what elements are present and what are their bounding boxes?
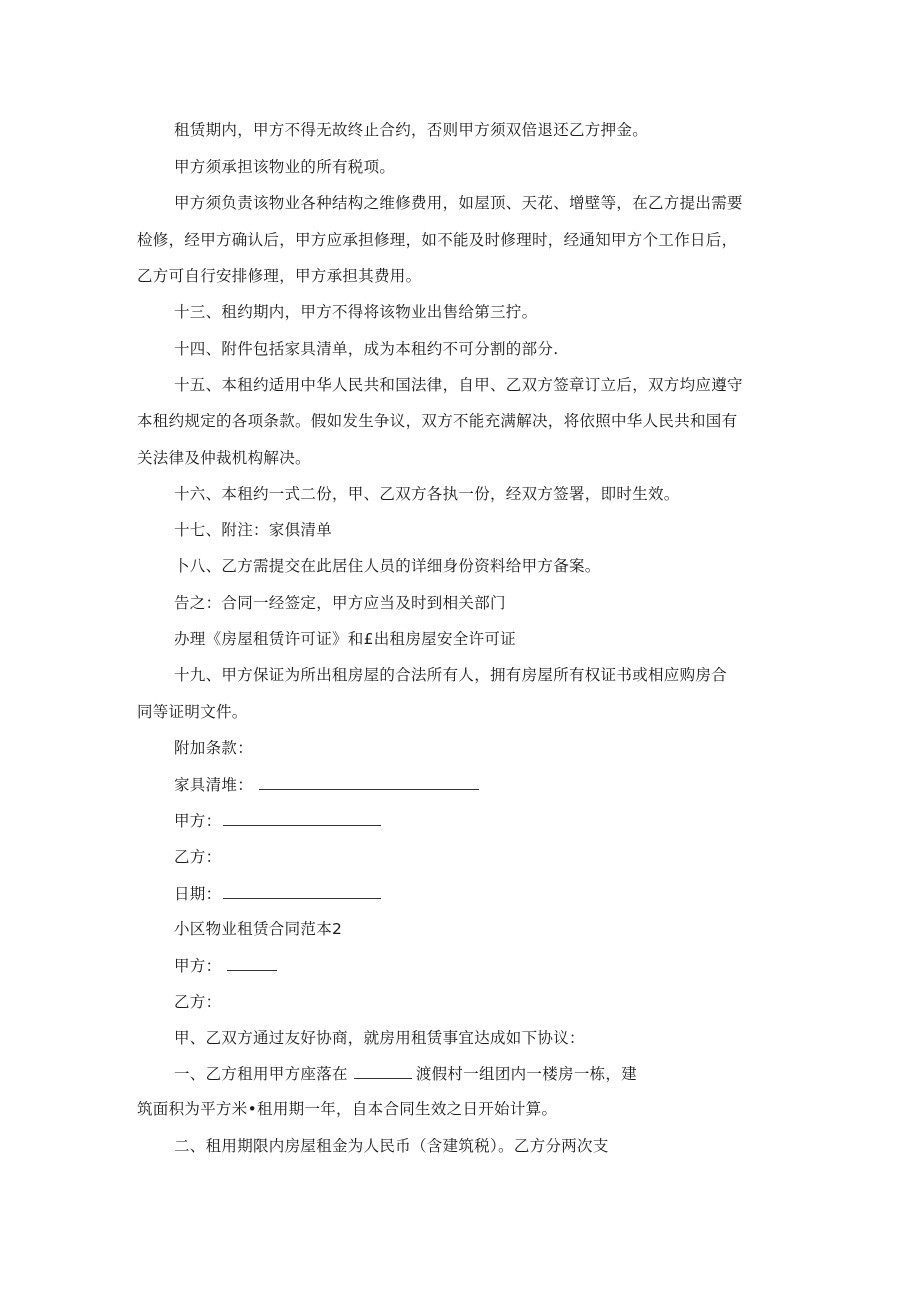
paragraph-line: 甲方须负责该物业各种结构之维修费用，如屋顶、天花、增壁等，在乙方提出需要	[174, 194, 743, 212]
field-label: 家具清堆：	[174, 776, 254, 794]
paragraph-line: 卜八、乙方需提交在此居住人员的详细身份资料给甲方备案。	[174, 557, 601, 575]
paragraph-line: 十五、本租约适用中华人民共和国法律，自甲、乙双方签章订立后，双方均应遵守	[174, 376, 743, 394]
text-segment: 一、乙方租用甲方座落在	[174, 1065, 348, 1083]
paragraph-line: 甲、乙双方通过友好协商，就房用租赁事宜达成如下协议：	[174, 1029, 585, 1047]
fill-blank	[223, 883, 381, 899]
paragraph-line: 乙方可自行安排修理，甲方承担其费用。	[137, 267, 422, 285]
paragraph-line: 十四、附件包括家具清单，成为本租约不可分割的部分.	[174, 340, 559, 358]
paragraph-line: 本租约规定的各项条款。假如发生争议，双方不能充满解决，将依照中华人民共和国有	[137, 412, 738, 430]
paragraph-line: 检修，经甲方确认后，甲方应承担修理，如不能及时修理时，经通知甲方个工作日后，	[137, 231, 738, 249]
date-field	[174, 883, 381, 904]
field-label: 日期：	[174, 885, 222, 903]
paragraph-line: 附加条款：	[174, 739, 254, 757]
field-label: 甲方：	[174, 957, 222, 975]
paragraph-line: 二、租用期限内房屋租金为人民币（含建筑税）。乙方分两次支	[174, 1137, 609, 1155]
fill-blank	[354, 1063, 412, 1079]
paragraph-line: 筑面积为平方米•租用期一年，自本合同生效之日开始计算。	[137, 1100, 558, 1118]
paragraph-line: 甲方须承担该物业的所有税项。	[174, 158, 396, 176]
fill-blank	[259, 774, 479, 790]
party-b-field: 乙方：	[174, 993, 222, 1011]
party-a-field	[174, 955, 277, 976]
fill-blank	[227, 955, 277, 971]
paragraph-line: 十九、甲方保证为所出租房屋的合法所有人，拥有房屋所有权证书或相应购房合	[174, 666, 728, 684]
paragraph-line: 办理《房屋租赁许可证》和£出租房屋安全许可证	[174, 630, 516, 648]
paragraph-line: 十三、租约期内，甲方不得将该物业出售给第三拧。	[174, 303, 538, 321]
paragraph-line: 十六、本租约一式二份，甲、乙双方各执一份，经双方签署，即时生效。	[174, 485, 680, 503]
field-label: 甲方：	[174, 812, 222, 830]
furniture-list-field	[174, 774, 479, 795]
paragraph-line: 十七、附注：家俱清单	[174, 521, 333, 539]
paragraph-line: 关法律及仲裁机构解决。	[137, 449, 311, 467]
party-a-field	[174, 810, 381, 831]
party-b-field: 乙方：	[174, 848, 222, 866]
text-segment: 渡假村一组团内一楼房一栋，建	[415, 1065, 638, 1083]
section-title: 小区物业租赁合同范本2	[174, 920, 343, 938]
paragraph-line: 同等证明文件。	[137, 703, 248, 721]
fill-blank	[223, 810, 381, 826]
paragraph-line	[174, 1063, 637, 1084]
paragraph-line: 告之：合同一经签定，甲方应当及时到相关部门	[174, 594, 506, 612]
paragraph-line: 租赁期内，甲方不得无故终止合约，否则甲方须双倍退还乙方押金。	[174, 121, 649, 139]
